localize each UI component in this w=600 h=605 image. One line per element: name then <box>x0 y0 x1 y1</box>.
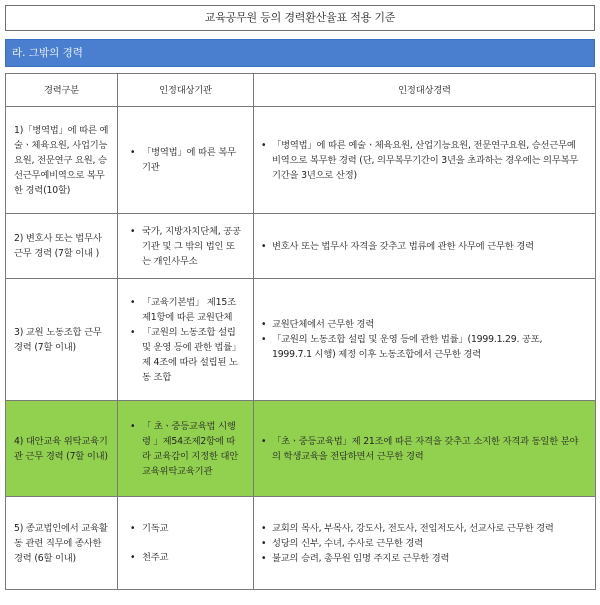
experience-item: • 성당의 신부, 수녀, 수사로 근무한 경력 <box>272 536 583 551</box>
category-cell: 4) 대안교육 위탁교육기관 근무 경력 (7할 이내) <box>6 401 118 497</box>
category-cell: 2) 변호사 또는 법무사 근무 경력 (7할 이내 ) <box>6 214 118 279</box>
experience-item: • 교회의 목사, 부목사, 강도사, 전도사, 전임저도사, 선교사로 근무한 경력 <box>272 521 583 536</box>
institution-item: • 천주교 <box>142 550 243 565</box>
experience-item: • 불교의 승려, 총무원 임명 주지로 근무한 경력 <box>272 551 583 566</box>
experience-cell <box>254 214 596 279</box>
institution-item: • 「 초ㆍ중등교육법 시행령 」제54조제2항에 따라 교육감이 지정한 대안교육위탁교육기관 <box>142 419 243 479</box>
experience-item: • 교원단체에서 근무한 경력 <box>272 317 583 332</box>
header-institution: 인정대상기관 <box>118 74 254 107</box>
table-row <box>6 107 596 214</box>
section-header: 라. 그밖의 경력 <box>5 39 595 67</box>
header-category: 경력구분 <box>6 74 118 107</box>
institution-item: • 「병역법」에 따른 복무 기관 <box>142 145 243 175</box>
institution-item: • 기독교 <box>142 521 243 536</box>
institution-cell <box>118 497 254 590</box>
table-row-highlighted <box>6 401 596 497</box>
document-title: 교육공무원 등의 경력환산율표 적용 기준 <box>5 5 595 31</box>
table-header-row <box>6 74 596 107</box>
institution-item: • 「교원의 노동조합 설립 및 운영 등에 관한 법률」제 4조에 따라 설립된 노동 조합 <box>142 325 243 385</box>
experience-item: • 「교원의 노동조합 설립 및 운영 등에 관한 법률」(1999.1.29. 공포, 1999.7.1 시행) 제정 이후 노동조합에서 근무한 경력 <box>272 332 583 362</box>
institution-item: • 「교육기본법」 제15조제1항에 따른 교원단체 <box>142 295 243 325</box>
page <box>5 5 595 590</box>
institution-cell <box>118 279 254 401</box>
experience-cell <box>254 401 596 497</box>
table-row <box>6 497 596 590</box>
experience-item: • 「초ㆍ중등교육법」제 21조에 따른 자격을 갖추고 소지한 자격과 동일한 분야의 학생교육을 전담하면서 근무한 경력 <box>272 434 583 464</box>
category-cell: 3) 교원 노동조합 근무 경력 (7할 이내) <box>6 279 118 401</box>
institution-cell <box>118 401 254 497</box>
table-row <box>6 214 596 279</box>
table-row <box>6 279 596 401</box>
career-table <box>5 73 596 590</box>
experience-cell <box>254 279 596 401</box>
experience-item: • 「병역법」에 따른 예술ㆍ체육요원, 산업기능요원, 전문연구요원, 승선근무예비역으로 복무한 경력 (단, 의무복무기간이 3년을 초과하는 경우에는 의무복무기간을 3년으로 산정) <box>272 138 583 183</box>
institution-cell <box>118 107 254 214</box>
category-cell: 1)「병역법」에 따른 예술ㆍ체육요원, 사업기능요원, 전문연구 요원, 승선근무예비역으로 복무한 경력(10할) <box>6 107 118 214</box>
institution-item: • 국가, 지방자치단체, 공공기관 및 그 밖의 법인 또는 개인사무소 <box>142 224 243 269</box>
experience-cell <box>254 497 596 590</box>
category-cell: 5) 종교법인에서 교육활동 관련 직무에 종사한 경력 (6할 이내) <box>6 497 118 590</box>
experience-item: • 변호사 또는 법무사 자격을 갖추고 법류에 관한 사무에 근무한 경력 <box>272 239 583 254</box>
header-experience: 인정대상경력 <box>254 74 596 107</box>
experience-cell <box>254 107 596 214</box>
institution-cell <box>118 214 254 279</box>
